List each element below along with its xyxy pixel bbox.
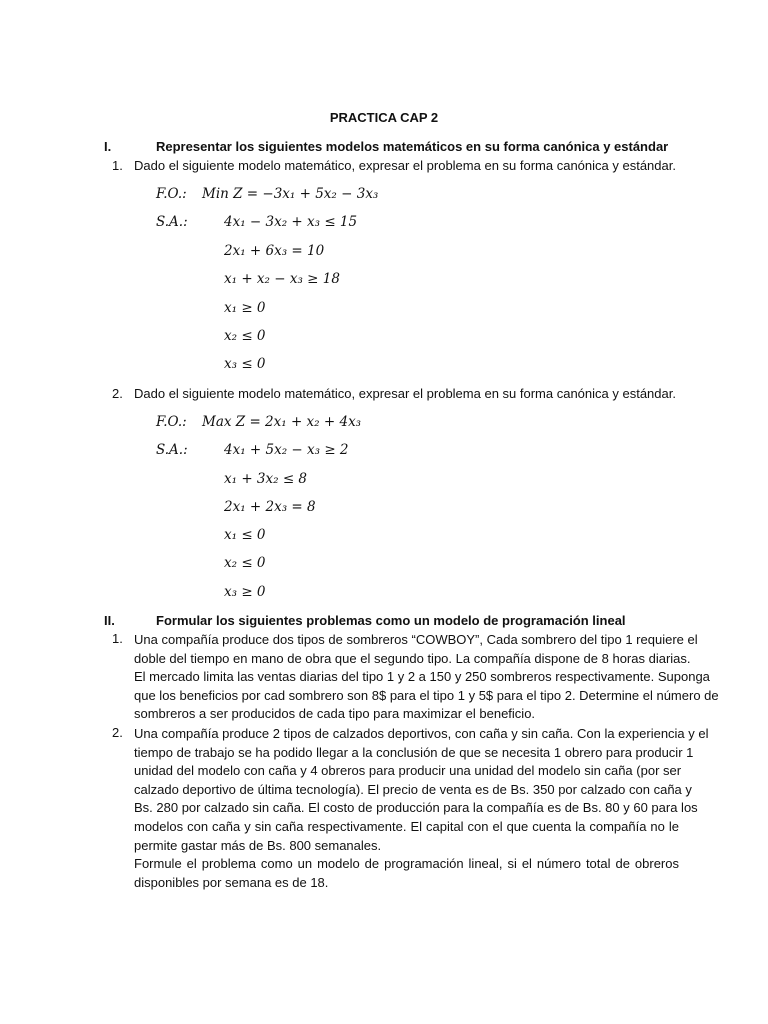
paragraph-line: que los beneficios por cad sombrero son 8$ para el tipo 1 y 5$ para el tipo 2. Determine el número de <box>134 687 719 703</box>
problem-number: 1. <box>112 158 123 173</box>
sa-label: S.A.: <box>156 442 188 458</box>
constraint: x₂ ≤ 0 <box>224 328 266 344</box>
fo-label: F.O.: <box>156 186 187 202</box>
paragraph-line: Una compañía produce 2 tipos de calzados deportivos, con caña y sin caña. Con la experiencia y el <box>134 726 709 741</box>
constraint: 2x₁ + 6x₃ = 10 <box>224 243 325 259</box>
paragraph-line: El mercado limita las ventas diarias del tipo 1 y 2 a 150 y 250 sombreros respectivamente. Suponga <box>134 669 710 685</box>
paragraph-line: sombreros a ser producidos de cada tipo para maximizar el beneficio. <box>134 706 536 722</box>
objective-function: Min Z = −3x₁ + 5x₂ − 3x₃ <box>202 186 379 202</box>
problem-number: 2. <box>112 725 123 740</box>
page-title: PRACTICA CAP 2 <box>329 110 439 125</box>
paragraph-line: disponibles por semana es de 18. <box>134 874 329 890</box>
paragraph-line: calzado deportivo de última tecnología). El precio de venta es de Bs. 350 por calzado con caña y <box>134 781 692 797</box>
constraint: 4x₁ − 3x₂ + x₃ ≤ 15 <box>224 214 358 230</box>
objective-function: Max Z = 2x₁ + x₂ + 4x₃ <box>202 414 362 430</box>
constraint: x₃ ≥ 0 <box>224 584 266 600</box>
paragraph-line: permite gastar más de Bs. 800 semanales. <box>134 837 382 853</box>
constraint: x₁ ≤ 0 <box>224 527 266 543</box>
constraint: x₁ ≥ 0 <box>224 300 266 316</box>
paragraph-line: modelos con caña y sin caña respectivamente. El capital con el que cuenta la compañía no le <box>134 818 679 834</box>
constraint: x₁ + 3x₂ ≤ 8 <box>224 471 308 487</box>
section-2-numeral: II. <box>104 613 115 628</box>
problem-number: 2. <box>112 386 123 401</box>
problem-2-2-text <box>134 725 709 892</box>
sa-label: S.A.: <box>156 214 188 230</box>
constraint: 4x₁ + 5x₂ − x₃ ≥ 2 <box>224 442 349 458</box>
section-1-numeral: I. <box>104 139 112 154</box>
constraint: x₃ ≤ 0 <box>224 356 266 372</box>
paragraph-line: Formule el problema como un modelo de programación lineal, si el número total de obreros <box>134 856 679 872</box>
constraint: x₂ ≤ 0 <box>224 555 266 571</box>
problem-statement: Dado el siguiente modelo matemático, expresar el problema en su forma canónica y estándar. <box>134 386 676 401</box>
problem-statement: Dado el siguiente modelo matemático, expresar el problema en su forma canónica y estándar. <box>134 158 676 173</box>
constraint: 2x₁ + 2x₃ = 8 <box>224 499 316 515</box>
paragraph-line: unidad del modelo con caña y 4 obreros para producir una unidad del modelo sin caña (por ser <box>134 763 682 779</box>
constraint: x₁ + x₂ − x₃ ≥ 18 <box>224 271 340 287</box>
paragraph-line: Una compañía produce dos tipos de sombreros “COWBOY”, Cada sombrero del tipo 1 requiere el <box>134 632 698 647</box>
paragraph-line: Bs. 280 por calzado sin caña. El costo de producción para la compañía es de Bs. 80 y 60 para los <box>134 800 698 816</box>
section-1-title: Representar los siguientes modelos matemáticos en su forma canónica y estándar <box>156 139 669 154</box>
paragraph-line: tiempo de trabajo se ha podido llegar a la conclusión de que se necesita 1 obrero para producir 1 <box>134 744 694 760</box>
paragraph-line: doble del tiempo en mano de obra que el segundo tipo. La compañía dispone de 8 horas diarias. <box>134 650 691 666</box>
fo-label: F.O.: <box>156 414 187 430</box>
section-2-title: Formular los siguientes problemas como un modelo de programación lineal <box>156 613 626 628</box>
problem-2-1-text <box>134 631 719 724</box>
problem-number: 1. <box>112 631 123 646</box>
